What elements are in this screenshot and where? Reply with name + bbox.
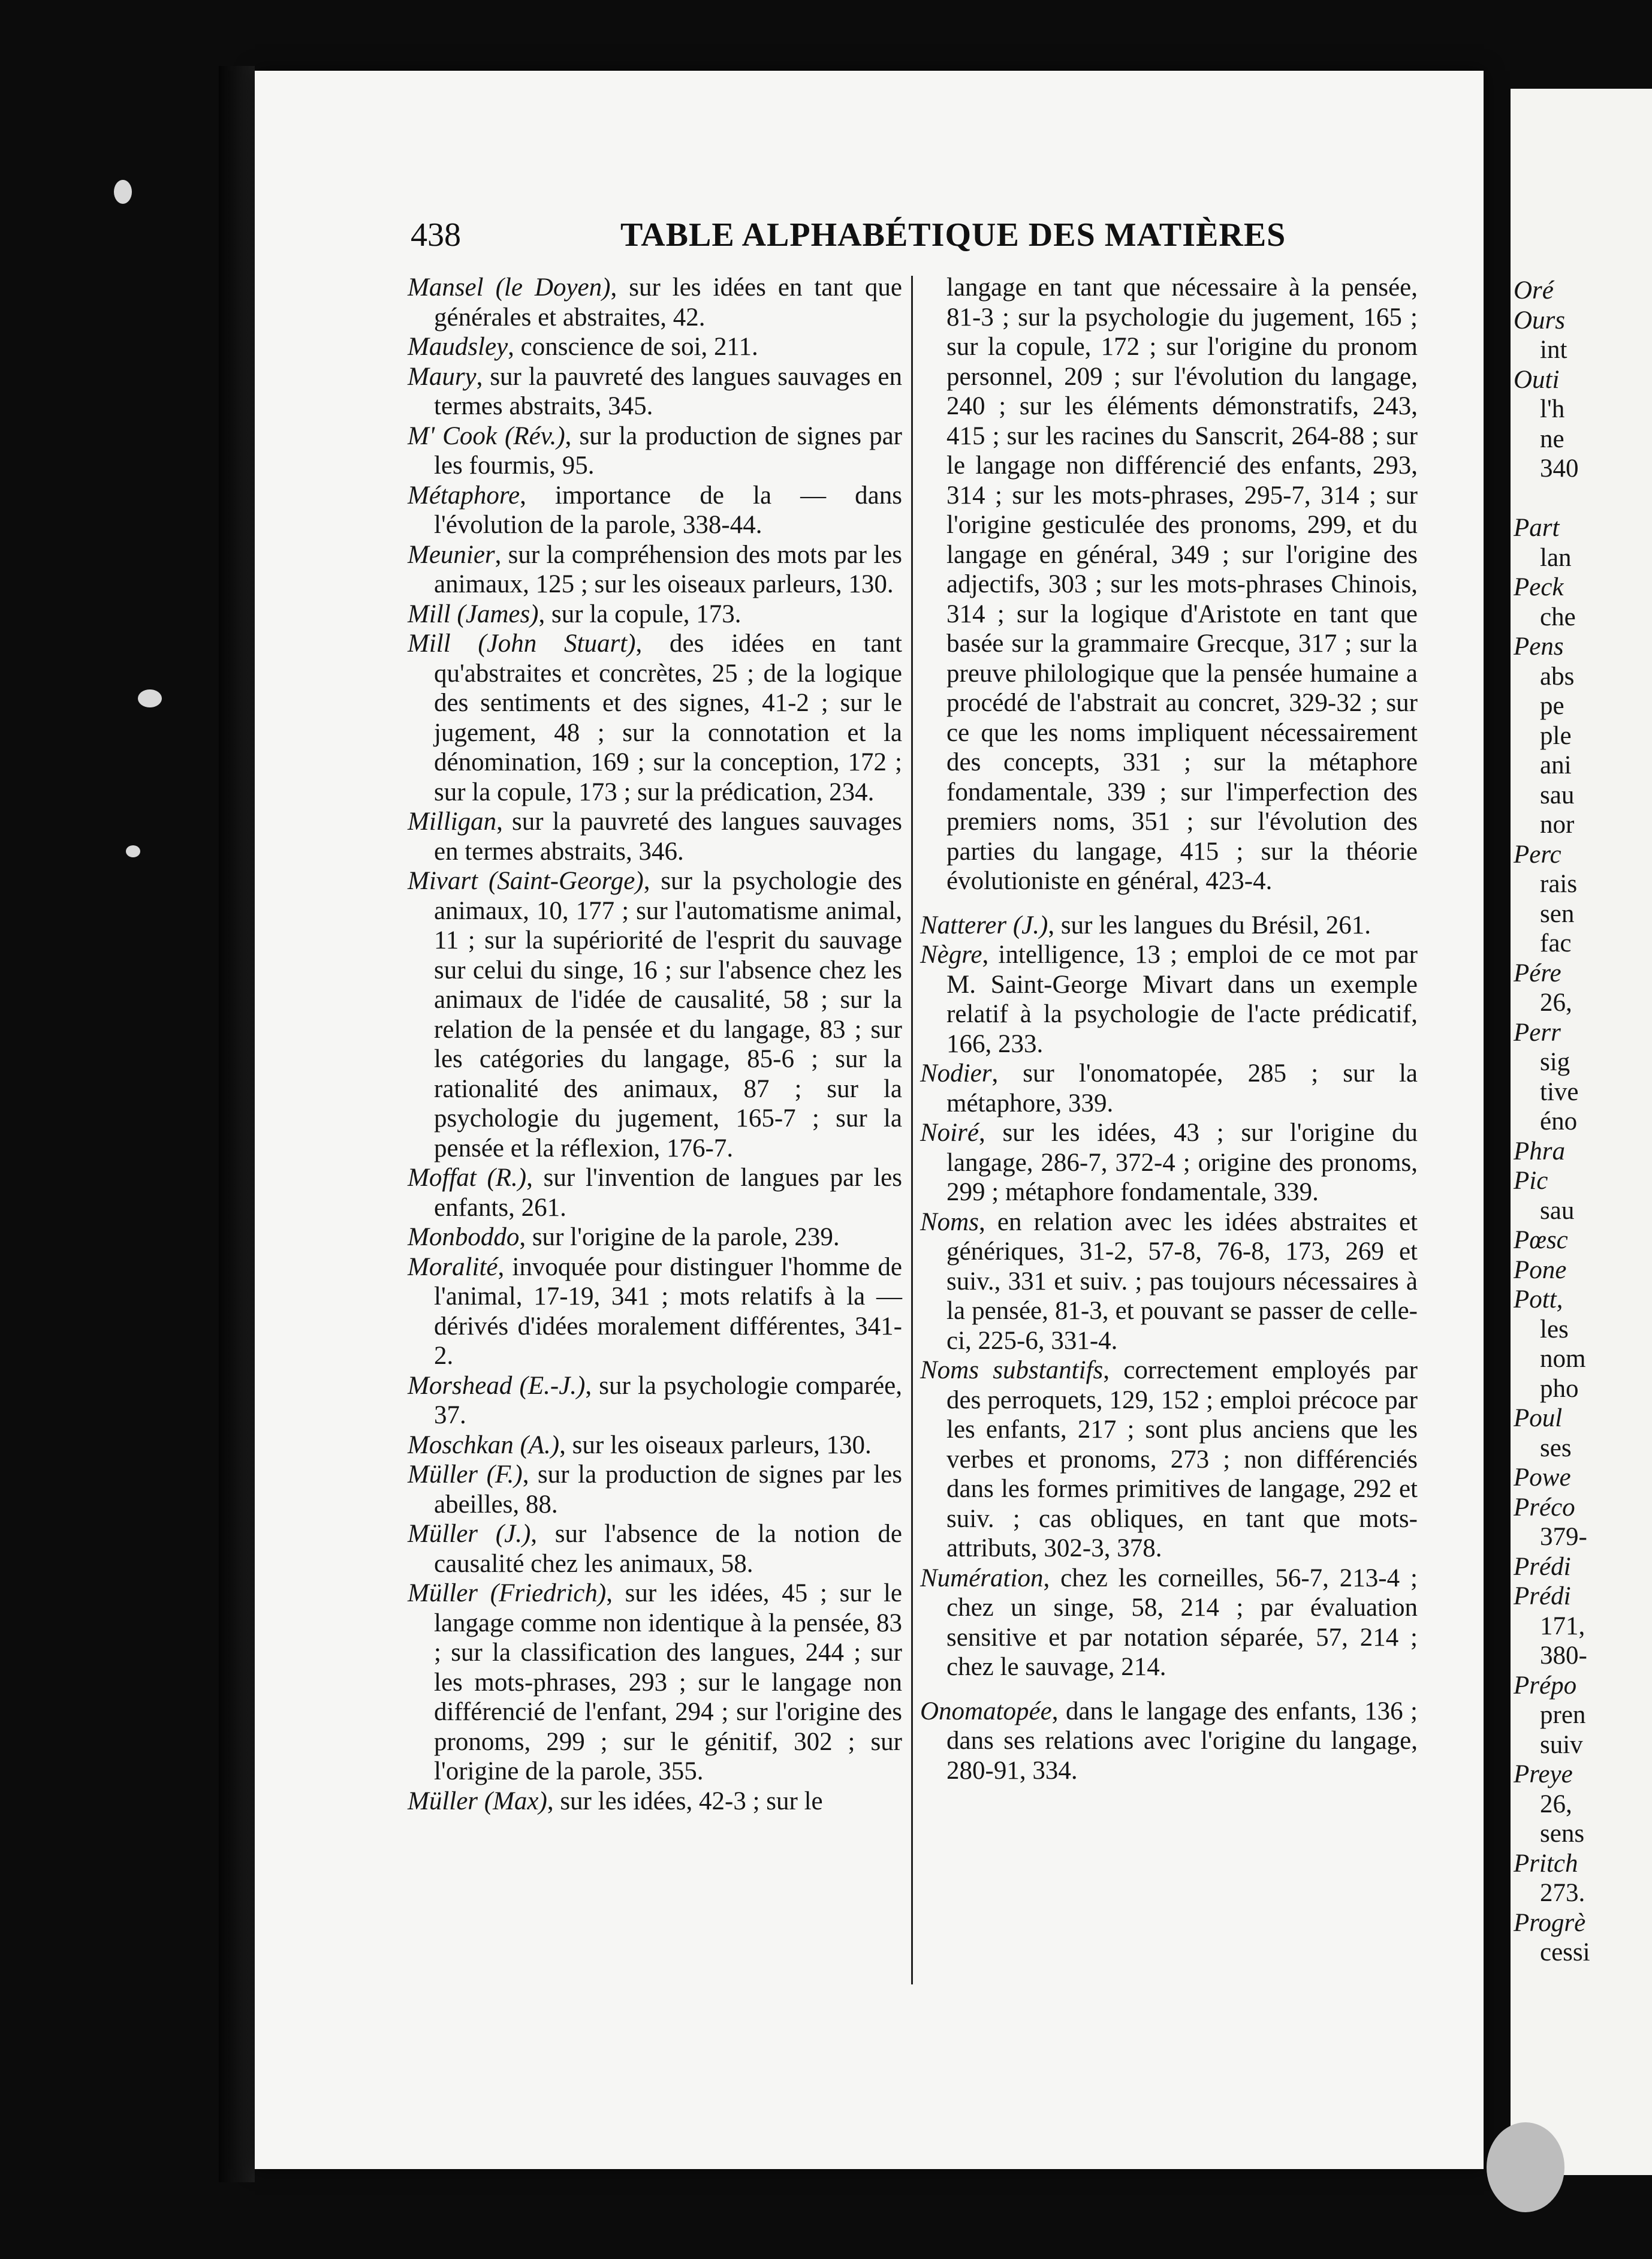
scan-speck (114, 180, 132, 204)
index-text: , dans le langage des enfants, 136 ; dans ses relations avec l'origine du langage, 280-91, 334. (946, 1697, 1418, 1785)
facing-page-fragment: Pére (1514, 959, 1561, 987)
index-term: Müller (F.) (408, 1460, 523, 1489)
index-text: , sur l'invention de langues par les enfants, 261. (434, 1164, 902, 1222)
facing-page-fragment: pren (1540, 1701, 1586, 1729)
facing-page-fragment: cessi (1540, 1938, 1590, 1966)
index-entry (920, 1697, 1418, 1786)
facing-page-fragment: rais (1540, 870, 1578, 898)
facing-page-fragment: Powe (1514, 1463, 1571, 1492)
index-text: , sur l'absence de la notion de causalité chez les animaux, 58. (434, 1520, 902, 1578)
index-entry (408, 540, 902, 600)
index-term: Maudsley (408, 333, 508, 361)
facing-page-fragment: Préco (1514, 1493, 1575, 1522)
facing-page-fragment: l'h (1540, 395, 1565, 423)
index-entry (920, 1059, 1418, 1118)
index-entry (408, 1787, 902, 1817)
index-entry (408, 421, 902, 481)
facing-page-fragment: 340 (1540, 454, 1579, 483)
index-text: langage en tant que nécessaire à la pensée, 81-3 ; sur la psychologie du jugement, 165 ; sur la copule, 172 ; sur l'origine du pronom personnel, 209 ; sur l'évolution du langage, 240 ; sur les éléments démonstratifs, 243, 415 ; sur les racines du Sanscrit, 264-88 ; sur le langage non différencié des enfants, 293, 314 ; sur les mots-phrases, 295-7, 314 ; sur l'origine gesticulée des pronoms, 299, et du langage en général, 349 ; sur l'origine des adjectifs, 303 ; sur les mots-phrases Chinois, 314 ; sur la logique d'Aristote en tant que basée sur la grammaire Grecque, 317 ; sur la preuve philologique que la pensée humaine a procédé de l'abstrait au concret, 329-32 ; sur ce que les noms impliquent nécessairement des concepts, 331 ; sur la métaphore fondamentale, 339 ; sur l'imperfection des premiers noms, 351 ; sur l'évolution des parties du langage, 415 ; sur la théorie évolutioniste en général, 423-4. (946, 273, 1418, 895)
facing-page-fragment: sens (1540, 1820, 1585, 1848)
facing-page-fragment: suiv (1540, 1730, 1583, 1759)
index-entry (408, 807, 902, 866)
index-entry (408, 1579, 902, 1787)
facing-page-fragment: Perc (1514, 840, 1561, 869)
facing-page-fragment: Oré (1514, 276, 1554, 305)
index-entry (920, 1564, 1418, 1682)
index-entry (408, 629, 902, 807)
index-entry (920, 1356, 1418, 1564)
facing-page-fragment: sau (1540, 781, 1575, 809)
index-term: Moffat (R.) (408, 1164, 527, 1192)
facing-page-fragment (1514, 484, 1590, 514)
index-entry (920, 1207, 1418, 1356)
index-text: , sur les idées, 42-3 ; sur le (547, 1787, 823, 1815)
index-text: , sur la copule, 173. (538, 600, 741, 628)
index-entry (408, 1252, 902, 1371)
facing-page-fragment: Preye (1514, 1760, 1573, 1788)
facing-page-fragment: les (1540, 1315, 1569, 1344)
index-text: , invoquée pour distinguer l'homme de l'animal, 17-19, 341 ; mots relatifs à la — dérivés d'idées moralement différentes, 341-2. (434, 1252, 902, 1370)
running-title: TABLE ALPHABÉTIQUE DES MATIÈRES (620, 216, 1286, 254)
facing-page-fragment: fac (1540, 929, 1572, 957)
scan-speck (1487, 2122, 1564, 2212)
index-term: Monboddo (408, 1223, 520, 1251)
facing-page-fragment: Part (1514, 514, 1560, 542)
facing-page-fragment: 273. (1540, 1879, 1585, 1907)
index-text: , sur les idées, 45 ; sur le langage comme non identique à la pensée, 83 ; sur la classification des langues, 244 ; sur les mots-phrases, 293 ; sur le langage non différencié de l'enfant, 294 ; sur l'origine des pronoms, 299 ; sur le génitif, 302 ; sur l'origine de la parole, 355. (434, 1579, 902, 1785)
facing-page-fragments (1514, 276, 1590, 1968)
index-text: , sur l'origine de la parole, 239. (519, 1223, 840, 1251)
facing-page-fragment: 26, (1540, 1790, 1572, 1818)
index-text: , chez les corneilles, 56-7, 213-4 ; chez un singe, 58, 214 ; par évaluation sensitive et par notation séparée, 57, 214 ; chez le sauvage, 214. (946, 1564, 1418, 1681)
index-entry (920, 911, 1418, 941)
index-text: , sur la pauvreté des langues sauvages en termes abstraits, 345. (434, 362, 902, 420)
facing-page-fragment: ne (1540, 424, 1564, 453)
index-text: , des idées en tant qu'abstraites et concrètes, 25 ; de la logique des sentiments et des signes, 41-2 ; sur le jugement, 48 ; sur la connotation et la dénomination, 169 ; sur la conception, 172 ; sur la copule, 173 ; sur la prédication, 234. (434, 629, 902, 806)
facing-page-fragment: 380- (1540, 1641, 1587, 1670)
index-entry (408, 1222, 902, 1252)
facing-page-fragment: Pens (1514, 632, 1564, 661)
index-entry (920, 273, 1418, 896)
index-entry (408, 273, 902, 332)
index-text: , sur la compréhension des mots par les animaux, 125 ; sur les oiseaux parleurs, 130. (434, 540, 902, 598)
facing-page-fragment: pho (1540, 1374, 1579, 1403)
index-text: , sur les oiseaux parleurs, 130. (559, 1430, 872, 1459)
index-text: , importance de la — dans l'évolution de la parole, 338-44. (434, 481, 902, 539)
facing-page-fragment: Phra (1514, 1137, 1565, 1165)
facing-page-fragment: 26, (1540, 989, 1572, 1017)
facing-page-fragment: 379- (1540, 1523, 1587, 1551)
page-number: 438 (411, 216, 461, 254)
facing-page-fragment: lan (1540, 543, 1572, 572)
facing-page-fragment: Poul (1514, 1404, 1563, 1432)
facing-page-fragment: nom (1540, 1345, 1586, 1373)
index-term: Moralité (408, 1252, 498, 1281)
scan-speck (126, 845, 140, 857)
index-text: , sur la production de signes par les fourmis, 95. (434, 421, 902, 480)
index-text: , sur les idées en tant que générales et abstraites, 42. (434, 273, 902, 332)
index-term: Maury (408, 362, 477, 391)
index-text: , intelligence, 13 ; emploi de ce mot par M. Saint-George Mivart dans un exemple relatif à la psychologie de l'acte prédicatif, 166, 233. (946, 941, 1418, 1058)
index-text: , sur l'onomatopée, 285 ; sur la métaphore, 339. (946, 1059, 1418, 1118)
index-text: , en relation avec les idées abstraites et génériques, 31-2, 57-8, 76-8, 173, 269 et suiv., 331 et suiv. ; pas toujours nécessaires à la pensée, 81-3, et pouvant se passer de celle-ci, 225-6, 331-4. (946, 1207, 1418, 1355)
facing-page-fragment: Prédi (1514, 1552, 1571, 1581)
facing-page-fragment: Pic (1514, 1167, 1548, 1195)
facing-page-fragment: 171, (1540, 1612, 1585, 1640)
index-entry (920, 1118, 1418, 1207)
index-term: Milligan (408, 808, 497, 836)
index-term: Noiré (920, 1119, 979, 1147)
index-term: Morshead (E.-J.) (408, 1371, 586, 1400)
facing-page-fragment: abs (1540, 662, 1575, 691)
facing-page-fragment: ani (1540, 751, 1572, 779)
index-term: Mill (John Stuart) (408, 629, 636, 658)
index-term: Mansel (le Doyen) (408, 273, 611, 302)
index-term: Métaphore (408, 481, 520, 510)
index-text: , sur la psychologie comparée, 37. (434, 1371, 903, 1429)
facing-page-fragment: sau (1540, 1196, 1575, 1225)
facing-page-fragment: tive (1540, 1077, 1579, 1106)
index-entry (408, 332, 902, 362)
index-entry (920, 940, 1418, 1059)
facing-page-fragment: ses (1540, 1433, 1572, 1462)
facing-page-fragment: sen (1540, 899, 1575, 928)
facing-page-fragment: int (1540, 336, 1567, 364)
index-term: Moschkan (A.) (408, 1430, 560, 1459)
index-text: , sur la pauvreté des langues sauvages en termes abstraits, 346. (434, 808, 902, 866)
index-entry (408, 1430, 902, 1460)
index-text: , conscience de soi, 211. (508, 333, 758, 361)
index-entry (408, 866, 902, 1163)
facing-page-fragment: sig (1540, 1048, 1570, 1076)
index-term: Mill (James) (408, 600, 539, 628)
facing-page-fragment: che (1540, 603, 1576, 631)
index-term: Müller (Friedrich) (408, 1579, 607, 1607)
index-entry (408, 1371, 902, 1430)
index-entry (408, 600, 902, 629)
facing-page-fragment: pe (1540, 692, 1564, 720)
facing-page-fragment: nor (1540, 811, 1575, 839)
index-text: , sur les langues du Brésil, 261. (1048, 911, 1371, 939)
facing-page-fragment: Prédi (1514, 1582, 1571, 1610)
column-divider (911, 276, 913, 1984)
index-text: , correctement employés par des perroquets, 129, 152 ; emploi précoce par les enfants, 217 ; sont plus anciens que les verbes et pronoms, 273 ; non différenciés dans les formes primitives de langage, 292 et suiv. ; cas obliques, en tant que mots-attributs, 302-3, 378. (946, 1356, 1418, 1562)
index-text: , sur la production de signes par les abeilles, 88. (434, 1460, 902, 1519)
facing-page-fragment: Progrè (1514, 1908, 1586, 1937)
index-term: Natterer (J.) (920, 911, 1048, 939)
index-term: Mivart (Saint-George) (408, 867, 644, 895)
index-term: Noms substantifs (920, 1356, 1104, 1384)
facing-page-fragment: Pœsc (1514, 1226, 1568, 1254)
index-term: Meunier (408, 540, 495, 569)
scan-speck (138, 689, 162, 707)
facing-page-fragment: Outi (1514, 365, 1560, 394)
index-text: , sur la psychologie des animaux, 10, 177 ; sur l'automatisme animal, 11 ; sur la supériorité de l'esprit du sauvage sur celui du singe, 16 ; sur l'absence chez les animaux de l'idée de causalité, 58 ; sur la relation de la pensée et du langage, 83 ; sur les catégories du langage, 85-6 ; sur la rationalité des animaux, 87 ; sur la psychologie du jugement, 165-7 ; sur la pensée et la réflexion, 176-7. (434, 867, 903, 1162)
facing-page-fragment: Ours (1514, 306, 1566, 335)
index-term: Numération (920, 1564, 1044, 1592)
facing-page-fragment: éno (1540, 1107, 1578, 1135)
index-entry (408, 481, 902, 540)
facing-page-fragment: Pritch (1514, 1849, 1578, 1878)
facing-page-fragment: ple (1540, 721, 1572, 750)
index-text: , sur les idées, 43 ; sur l'origine du langage, 286-7, 372-4 ; origine des pronoms, 299 ; métaphore fondamentale, 339. (946, 1119, 1418, 1206)
facing-page-fragment: Perr (1514, 1018, 1561, 1047)
index-entry (408, 1460, 902, 1519)
index-entry (408, 1519, 902, 1579)
facing-page-fragment: Pone (1514, 1255, 1567, 1284)
book-spine-shadow (219, 66, 255, 2182)
facing-page-fragment: Pott, (1514, 1285, 1563, 1314)
facing-page-fragment: Peck (1514, 573, 1564, 601)
facing-page-fragment: Prépo (1514, 1671, 1577, 1700)
index-term: Müller (Max) (408, 1787, 547, 1815)
index-term: M' Cook (Rév.) (408, 421, 565, 450)
index-term: Nodier (920, 1059, 992, 1088)
page-header (411, 216, 1466, 264)
index-term: Nègre (920, 941, 982, 969)
index-entry (408, 362, 902, 421)
index-entry (408, 1163, 902, 1222)
index-term: Noms (920, 1207, 979, 1236)
index-column-left (408, 273, 902, 1816)
index-term: Onomatopée (920, 1697, 1052, 1725)
index-column-right (920, 273, 1418, 1785)
index-term: Müller (J.) (408, 1520, 531, 1548)
